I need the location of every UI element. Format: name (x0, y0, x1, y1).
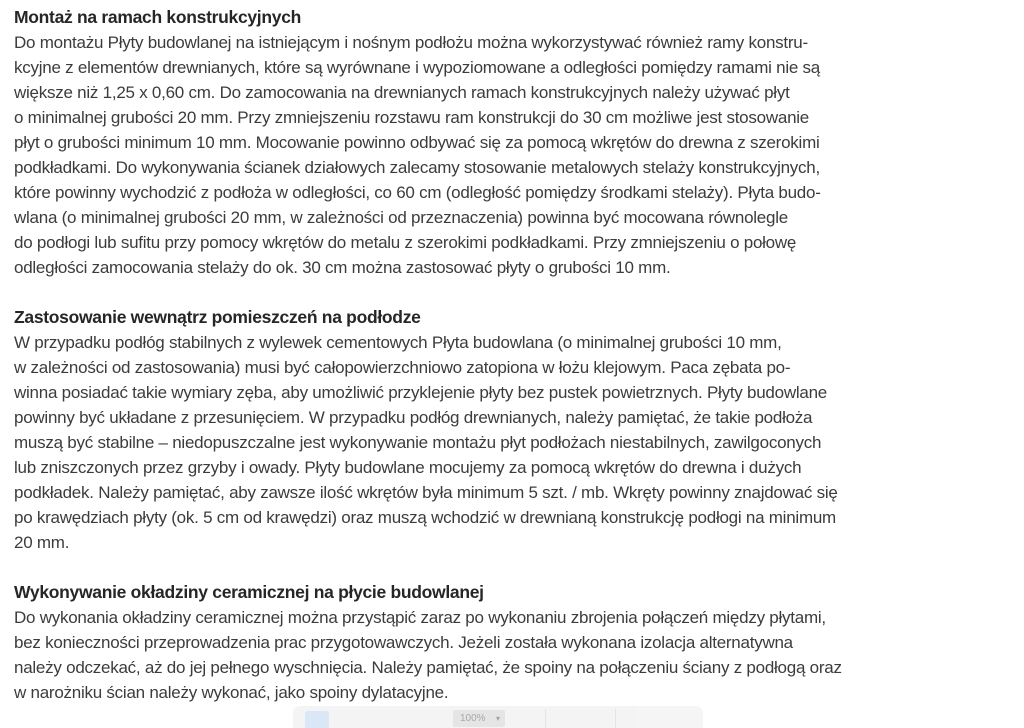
text-line: które powinny wychodzić z podłoża w odległości, co 60 cm (odległość pomiędzy środkami stelaży). Płyta budo- (14, 183, 821, 202)
text-line: W przypadku podłóg stabilnych z wylewek cementowych Płyta budowlana (o minimalnej grubości 10 mm, (14, 333, 782, 352)
text-line: należy odczekać, aż do jej pełnego wyschnięcia. Należy pamiętać, że spoiny na połączeniu ściany z podłogą oraz (14, 658, 842, 677)
text-line: większe niż 1,25 x 0,60 cm. Do zamocowania na drewnianych ramach konstrukcyjnych należy używać płyt (14, 83, 790, 102)
text-line: odległości zamocowania stelaży do ok. 30 cm można zastosować płyty o grubości 10 mm. (14, 258, 671, 277)
toolbar-divider (545, 709, 546, 728)
section-heading: Zastosowanie wewnątrz pomieszczeń na podłodze (14, 307, 421, 327)
text-line: w narożniku ścian należy wykonać, jako spoiny dylatacyjne. (14, 683, 449, 702)
text-line: do podłogi lub sufitu przy pomocy wkrętów do metalu z szerokimi podkładkami. Przy zmniejszeniu o połowę (14, 233, 797, 252)
text-line: o minimalnej grubości 20 mm. Przy zmniejszeniu rozstawu ram konstrukcji do 30 cm możliwe jest stosowanie (14, 108, 810, 127)
document-section (14, 305, 1010, 555)
text-line: Do montażu Płyty budowlanej na istniejącym i nośnym podłożu można wykorzystywać również ramy konstru- (14, 33, 808, 52)
text-line: podkładkami. Do wykonywania ścianek działowych zalecamy stosowanie metalowych stelaży konstrukcyjnych, (14, 158, 820, 177)
text-line: kcyjne z elementów drewnianych, które są wyrównane i wypoziomowane a odległości pomiędzy ramami nie są (14, 58, 820, 77)
text-line: powinny być układane z przesunięciem. W przypadku podłóg drewnianych, należy pamiętać, że takie podłoża (14, 408, 813, 427)
section-heading: Montaż na ramach konstrukcyjnych (14, 7, 302, 27)
document-section (14, 580, 1010, 705)
text-line: po krawędziach płyty (ok. 5 cm od krawędzi) oraz muszą wchodzić w drewnianą konstrukcję podłogi na minimum (14, 508, 836, 527)
text-line: podkładek. Należy pamiętać, aby zawsze ilość wkrętów była minimum 5 szt. / mb. Wkręty powinny znajdować się (14, 483, 838, 502)
text-line: płyt o grubości minimum 10 mm. Mocowanie powinno odbywać się za pomocą wkrętów do drewna z szerokimi (14, 133, 820, 152)
text-line: lub zniszczonych przez grzyby i owady. Płyty budowlane mocujemy za pomocą wkrętów do drewna i dużych (14, 458, 802, 477)
zoom-level-select[interactable] (453, 710, 505, 727)
text-line: 20 mm. (14, 533, 70, 552)
text-line: w zależności od zastosowania) musi być całopowierzchniowo zatopiona w łożu klejowym. Paca zębata po- (14, 358, 791, 377)
chevron-down-icon: ▾ (495, 714, 500, 723)
document-section (14, 5, 1010, 280)
text-line: muszą być stabilne – niedopuszczalne jest wykonywanie montażu płyt podłożach niestabilnych, zawilgoconych (14, 433, 822, 452)
text-line: winna posiadać takie wymiary zęba, aby umożliwić przyklejenie płyty bez pustek powietrznych. Płyty budowlane (14, 383, 828, 402)
text-line: bez konieczności przeprowadzenia prac przygotowawczych. Jeżeli została wykonana izolacja alternatywna (14, 633, 793, 652)
section-heading: Wykonywanie okładziny ceramicznej na płycie budowlanej (14, 582, 484, 602)
text-line: Do wykonania okładziny ceramicznej można przystąpić zaraz po wykonaniu zbrojenia połączeń między płytami, (14, 608, 826, 627)
zoom-level-value: 100% (460, 713, 486, 724)
viewer-toolbar (293, 706, 703, 728)
toolbar-divider (615, 709, 616, 728)
text-line: wlana (o minimalnej grubości 20 mm, w zależności od przeznaczenia) powinna być mocowana równolegle (14, 208, 788, 227)
viewer-tool-icon[interactable] (305, 711, 329, 728)
